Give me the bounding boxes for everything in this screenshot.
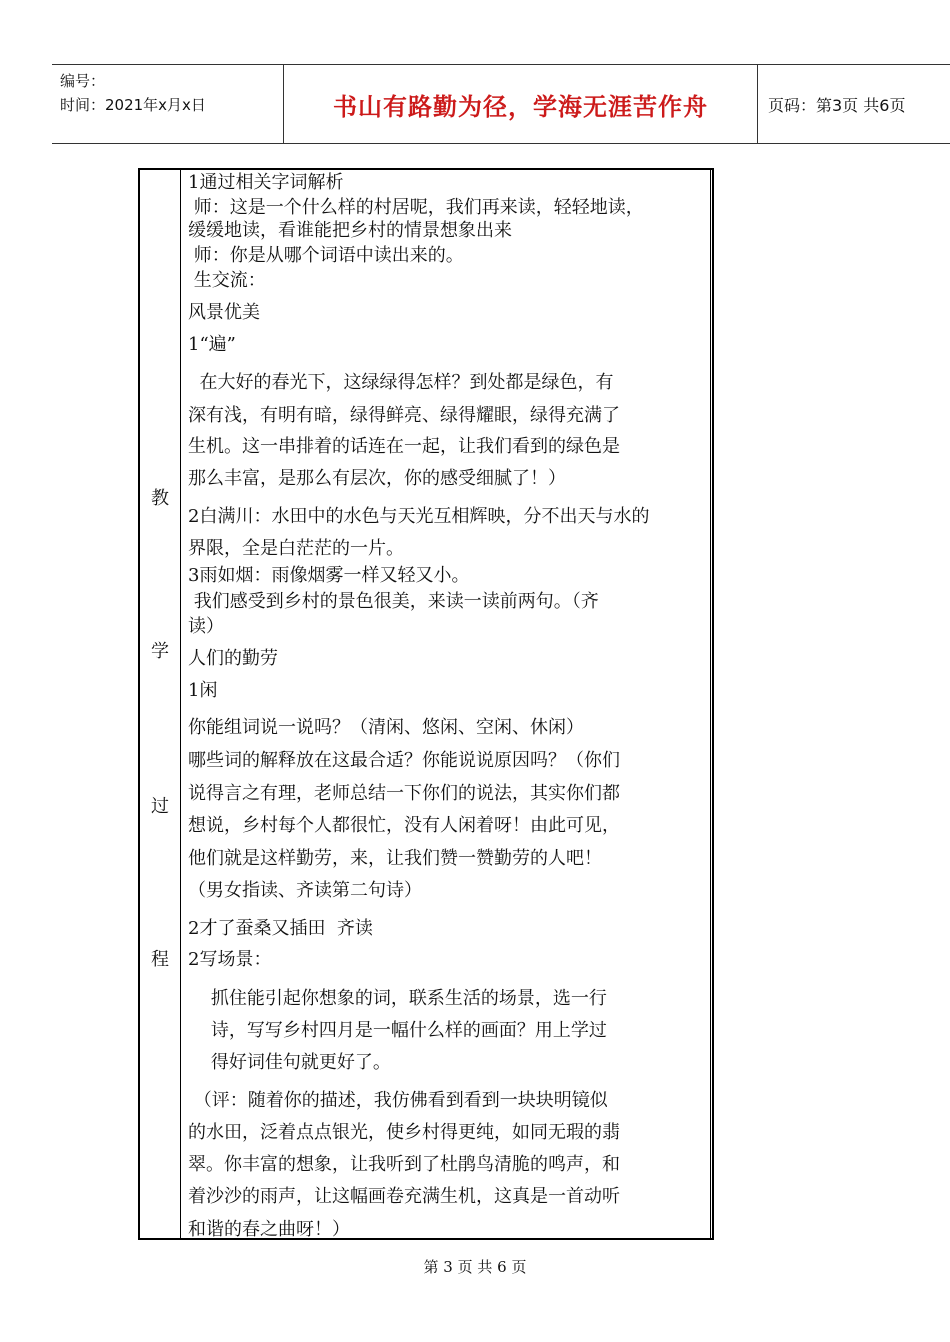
number-label: 编号： [60, 72, 106, 90]
content-line: 生交流： [188, 270, 266, 291]
notes-column-divider [710, 170, 711, 1238]
content-line: 界限，全是白茫茫的一片。 [188, 538, 404, 559]
content-line: 师：你是从哪个词语中读出来的。 [188, 245, 464, 266]
page-footer: 第 3 页 共 6 页 [423, 1258, 527, 1276]
content-line: 诗，写写乡村四月是一幅什么样的画面？用上学过 [188, 1020, 607, 1041]
content-line: 哪些词的解释放在这最合适？你能说说原因吗？（你们 [188, 750, 620, 771]
side-label-column [140, 170, 181, 1238]
content-line: 和谐的春之曲呀！） [188, 1219, 350, 1240]
content-line: 着沙沙的雨声，让这幅画卷充满生机，这真是一首动听 [188, 1186, 620, 1207]
content-line: 3雨如烟：雨像烟雾一样又轻又小。 [188, 565, 470, 586]
motto: 书山有路勤为径，学海无涯苦作舟 [333, 92, 708, 121]
side-label-1: 教 [151, 488, 169, 509]
content-line: 得好词佳句就更好了。 [188, 1052, 391, 1073]
header-page-info: 页码：第3页 共6页 [768, 95, 906, 115]
content-line: 师：这是一个什么样的村居呢，我们再来读，轻轻地读， [188, 197, 644, 218]
content-line: 的水田，泛着点点银光，使乡村得更纯，如同无瑕的翡 [188, 1122, 620, 1143]
content-line: （评：随着你的描述，我仿佛看到看到一块块明镜似 [188, 1090, 608, 1111]
content-line: 2白满川：水田中的水色与天光互相辉映，分不出天与水的 [188, 506, 650, 527]
time-label: 时间：2021年x月x日 [60, 96, 206, 114]
side-label-3: 过 [151, 796, 169, 817]
content-line: 翠。你丰富的想象，让我听到了杜鹃鸟清脆的鸣声，和 [188, 1154, 620, 1175]
content-line: 说得言之有理，老师总结一下你们的说法，其实你们都 [188, 783, 620, 804]
content-line: 你能组词说一说吗？（清闲、悠闲、空闲、休闲） [188, 717, 584, 738]
side-label-2: 学 [151, 641, 169, 662]
lesson-table [138, 168, 714, 1240]
content-line: 那么丰富，是那么有层次，你的感受细腻了！） [188, 468, 566, 489]
content-line: 我们感受到乡村的景色很美，来读一读前两句。（齐 [188, 591, 599, 612]
content-line: 2才了蚕桑又插田 齐读 [188, 918, 373, 939]
header-meta [52, 65, 284, 143]
side-label-4: 程 [151, 949, 169, 970]
content-line: 缓缓地读，看谁能把乡村的情景想象出来 [188, 220, 512, 241]
content-line: 2写场景： [188, 949, 272, 970]
page-header [52, 64, 950, 144]
content-line: 人们的勤劳 [188, 648, 278, 669]
content-line: （男女指读、齐读第二句诗） [188, 880, 422, 901]
content-line: 1闲 [188, 680, 218, 701]
content-line: 1“遍” [188, 334, 236, 355]
content-line: 抓住能引起你想象的词，联系生活的场景，选一行 [188, 988, 607, 1009]
content-line: 他们就是这样勤劳，来，让我们赞一赞勤劳的人吧！ [188, 848, 602, 869]
content-line: 想说，乡村每个人都很忙，没有人闲着呀！由此可见， [188, 815, 620, 836]
content-line: 读） [188, 616, 224, 637]
header-motto-cell [284, 65, 758, 143]
content-line: 1通过相关字词解析 [188, 172, 344, 193]
content-line: 风景优美 [188, 302, 260, 323]
content-line: 深有浅，有明有暗，绿得鲜亮、绿得耀眼，绿得充满了 [188, 405, 620, 426]
content-line: 在大好的春光下，这绿绿得怎样？到处都是绿色，有 [188, 372, 614, 393]
content-line: 生机。这一串排着的话连在一起，让我们看到的绿色是 [188, 436, 620, 457]
